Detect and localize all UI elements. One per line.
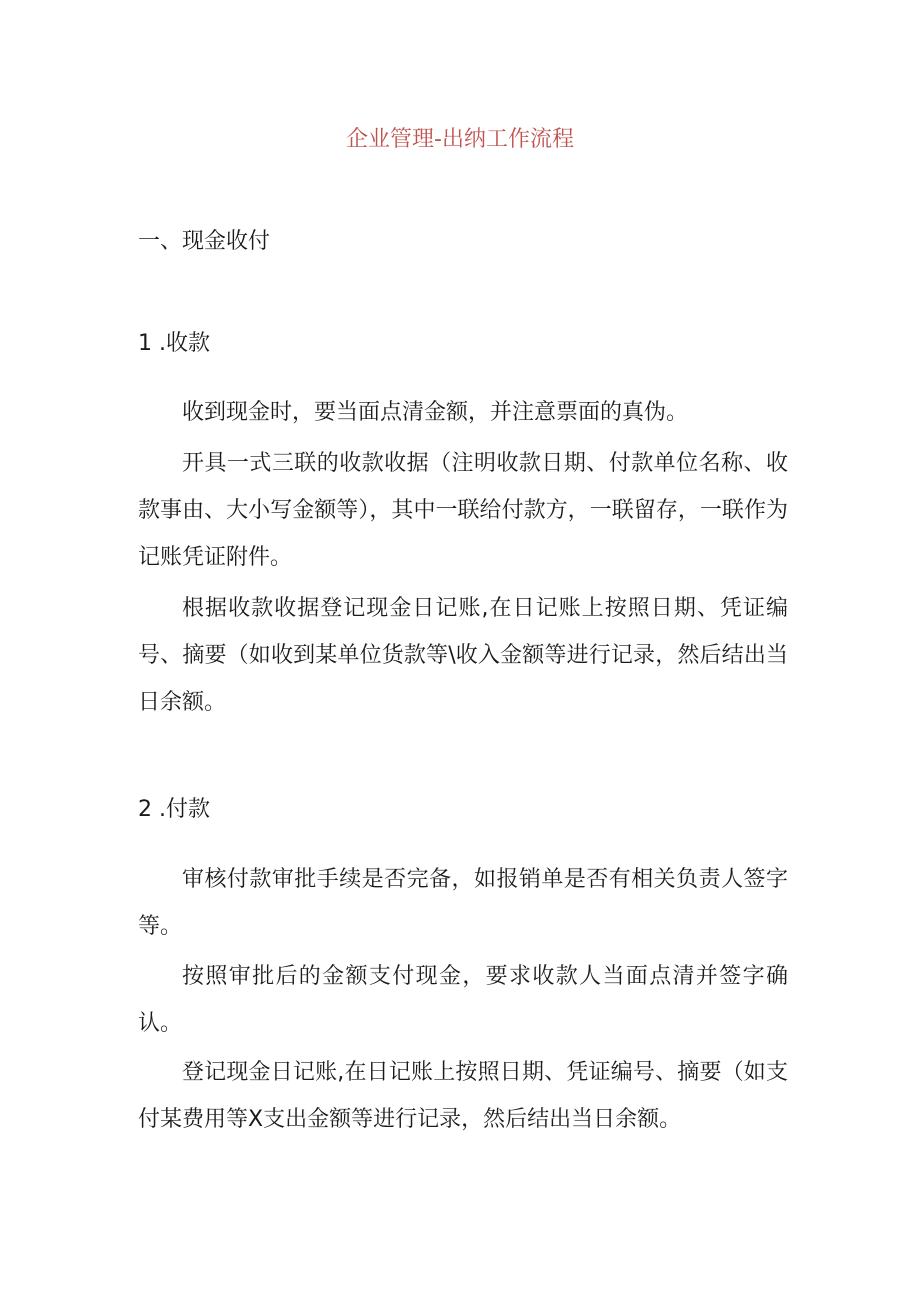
paragraph-receipt-2: 开具一式三联的收款收据（注明收款日期、付款单位名称、收款事由、大小写金额等），其中一联给付款方，一联留存，一联作为记账凭证附件。 bbox=[138, 451, 788, 570]
subheading-payment: 2 .付款 bbox=[138, 797, 210, 822]
subheading-receipt: 1 .收款 bbox=[138, 331, 210, 356]
paragraph-payment-2: 按照审批后的金额支付现金，要求收款人当面点清并签字确认。 bbox=[138, 964, 788, 1036]
paragraph-receipt-1: 收到现金时，要当面点清金额，并注意票面的真伪。 bbox=[182, 400, 689, 425]
paragraph-payment-1: 审核付款审批手续是否完备，如报销单是否有相关负责人签字等。 bbox=[138, 867, 788, 939]
section-heading-cash: 一、现金收付 bbox=[138, 229, 271, 254]
document-title: 企业管理-出纳工作流程 bbox=[346, 127, 574, 152]
paragraph-receipt-3: 根据收款收据登记现金日记账,在日记账上按照日期、凭证编号、摘要（如收到某单位货款等\收入金额等进行记录，然后结出当日余额。 bbox=[138, 596, 788, 715]
paragraph-payment-3: 登记现金日记账,在日记账上按照日期、凭证编号、摘要（如支付某费用等X支出金额等进行记录，然后结出当日余额。 bbox=[138, 1060, 788, 1132]
